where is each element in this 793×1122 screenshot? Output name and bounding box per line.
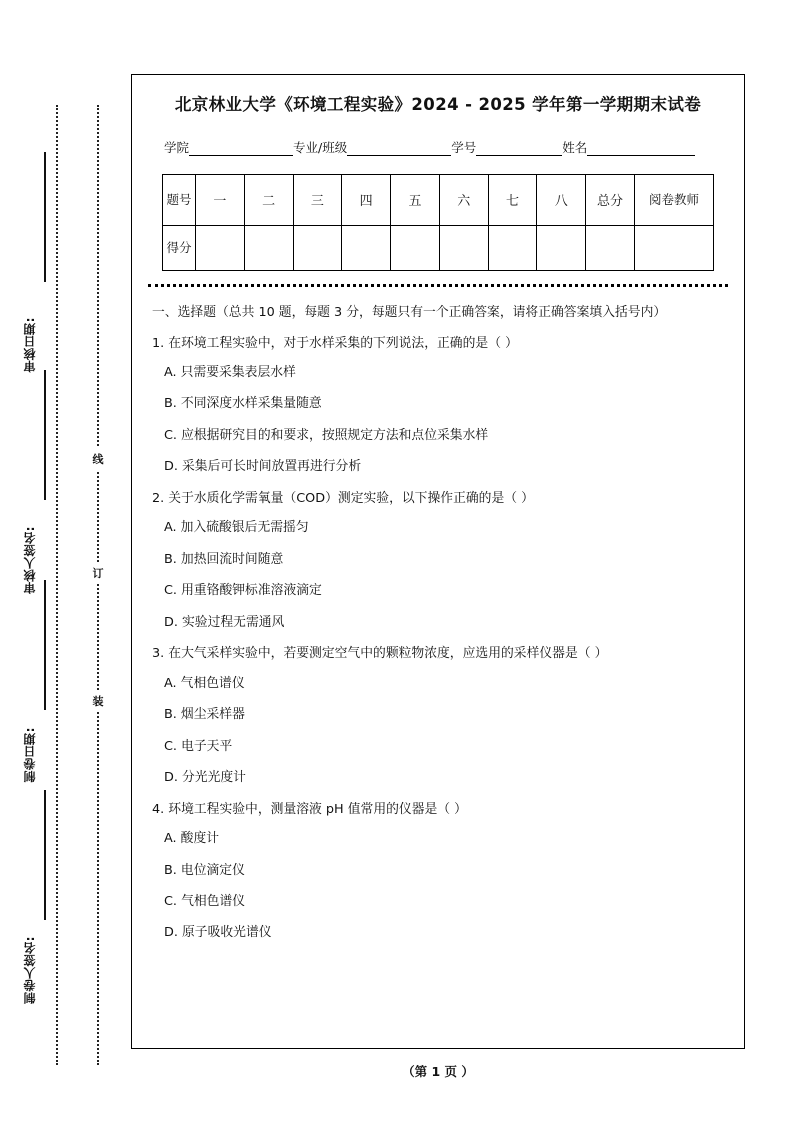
college-field[interactable]: [164, 138, 293, 156]
question-2-option-d[interactable]: D. 实验过程无需通风: [164, 614, 285, 630]
score-cell-5[interactable]: [391, 225, 440, 270]
question-2-option-c[interactable]: C. 用重铬酸钾标准溶液滴定: [164, 583, 322, 599]
page-title: 北京林业大学《环境工程实验》2024 - 2025 学年第一学期期末试卷: [174, 95, 702, 114]
signature-rule-3: [44, 580, 46, 710]
student-name-field[interactable]: [562, 138, 695, 156]
question-block-3: [152, 644, 724, 788]
question-stem-3: 3. 在大气采样实验中，若要测定空气中的颗粒物浓度，应选用的采样仪器是（ ）: [152, 646, 608, 662]
signature-rule-4: [44, 790, 46, 920]
question-stem-1: 1. 在环境工程实验中，对于水样采集的下列说法，正确的是（ ）: [152, 335, 518, 351]
score-cell-4[interactable]: [342, 225, 391, 270]
score-cell-1[interactable]: [196, 225, 245, 270]
score-cell-total[interactable]: [586, 225, 635, 270]
student-info-line: [148, 138, 728, 156]
student-id-input-blank[interactable]: [476, 142, 562, 156]
table-row-question-numbers: [163, 174, 714, 225]
question-2-option-b[interactable]: B. 加热回流时间随意: [164, 551, 284, 567]
question-block-2: [152, 489, 724, 633]
fold-mark-pack: 装: [88, 690, 108, 712]
fold-mark-line: 线: [88, 448, 108, 470]
question-col-5: 五: [391, 174, 440, 225]
table-row-scores: [163, 225, 714, 270]
question-col-6: 六: [439, 174, 488, 225]
signature-rule-1: [44, 152, 46, 282]
question-col-1: 一: [196, 174, 245, 225]
college-label: 学院: [164, 139, 190, 155]
margin-label-produce-date: [16, 690, 42, 820]
score-table-container: [148, 174, 728, 271]
margin-label-produce-date-text: 制卷日期:: [22, 727, 37, 783]
inner-dotted-guide-line: [97, 105, 99, 1065]
score-cell-3[interactable]: [293, 225, 342, 270]
page-footer: （第 1 页 ）: [402, 1064, 474, 1079]
student-name-input-blank[interactable]: [587, 142, 695, 156]
margin-label-reviewer-signature: [16, 490, 42, 630]
question-1-option-c[interactable]: C. 应根据研究目的和要求，按照规定方法和点位采集水样: [164, 427, 489, 443]
signature-rule-2: [44, 370, 46, 500]
row-header-question-number: 题号: [163, 174, 196, 225]
question-col-8: 八: [537, 174, 586, 225]
score-cell-grader[interactable]: [635, 225, 714, 270]
question-1-option-d[interactable]: D. 采集后可长时间放置再进行分析: [164, 459, 362, 475]
margin-label-producer-signature-text: 制卷人签名:: [22, 936, 37, 1004]
major-class-input-blank[interactable]: [347, 142, 451, 156]
score-cell-6[interactable]: [439, 225, 488, 270]
student-name-label: 姓名: [562, 139, 588, 155]
question-stem-4: 4. 环境工程实验中，测量溶液 pH 值常用的仪器是（ ）: [152, 801, 467, 817]
question-3-option-c[interactable]: C. 电子天平: [164, 738, 233, 754]
major-class-field[interactable]: [293, 138, 451, 156]
margin-label-reviewer-signature-text: 审核人签名:: [22, 526, 37, 594]
question-3-option-a[interactable]: A. 气相色谱仪: [164, 675, 245, 691]
total-column-header: 总分: [586, 174, 635, 225]
left-binding-margin: [0, 0, 131, 1122]
section-heading-choice: 一、选择题（总共 10 题，每题 3 分，每题只有一个正确答案，请将正确答案填入括号内）: [152, 304, 667, 320]
grader-column-header: 阅卷教师: [635, 174, 714, 225]
question-col-2: 二: [244, 174, 293, 225]
question-4-option-c[interactable]: C. 气相色谱仪: [164, 893, 246, 909]
score-table: [162, 174, 714, 271]
score-cell-7[interactable]: [488, 225, 537, 270]
question-3-option-d[interactable]: D. 分光光度计: [164, 770, 246, 786]
fold-mark-bind: 订: [88, 562, 108, 584]
margin-label-review-date-text: 审核日期:: [22, 317, 37, 373]
question-col-3: 三: [293, 174, 342, 225]
student-id-label: 学号: [451, 139, 477, 155]
outer-dotted-guide-line: [56, 105, 58, 1065]
margin-label-review-date: [16, 280, 42, 410]
question-3-option-b[interactable]: B. 烟尘采样器: [164, 707, 245, 723]
questions-area: [148, 301, 728, 944]
question-4-option-a[interactable]: A. 酸度计: [164, 831, 220, 847]
question-4-option-b[interactable]: B. 电位滴定仪: [164, 862, 245, 878]
exam-paper-body: [131, 74, 745, 1049]
margin-label-producer-signature: [16, 900, 42, 1040]
question-1-option-b[interactable]: B. 不同深度水样采集量随意: [164, 396, 322, 412]
question-col-4: 四: [342, 174, 391, 225]
score-cell-2[interactable]: [244, 225, 293, 270]
question-2-option-a[interactable]: A. 加入硫酸银后无需摇匀: [164, 520, 309, 536]
question-1-option-a[interactable]: A. 只需要采集表层水样: [164, 365, 296, 381]
row-header-score: 得分: [163, 225, 196, 270]
question-block-1: [152, 334, 724, 478]
student-id-field[interactable]: [451, 138, 562, 156]
score-cell-8[interactable]: [537, 225, 586, 270]
question-block-4: [152, 800, 724, 944]
question-stem-2: 2. 关于水质化学需氧量（COD）测定实验，以下操作正确的是（ ）: [152, 490, 534, 506]
major-class-label: 专业/班级: [293, 139, 348, 155]
college-input-blank[interactable]: [189, 142, 293, 156]
question-col-7: 七: [488, 174, 537, 225]
question-4-option-d[interactable]: D. 原子吸收光谱仪: [164, 925, 272, 941]
section-divider-dotted: [148, 284, 728, 287]
